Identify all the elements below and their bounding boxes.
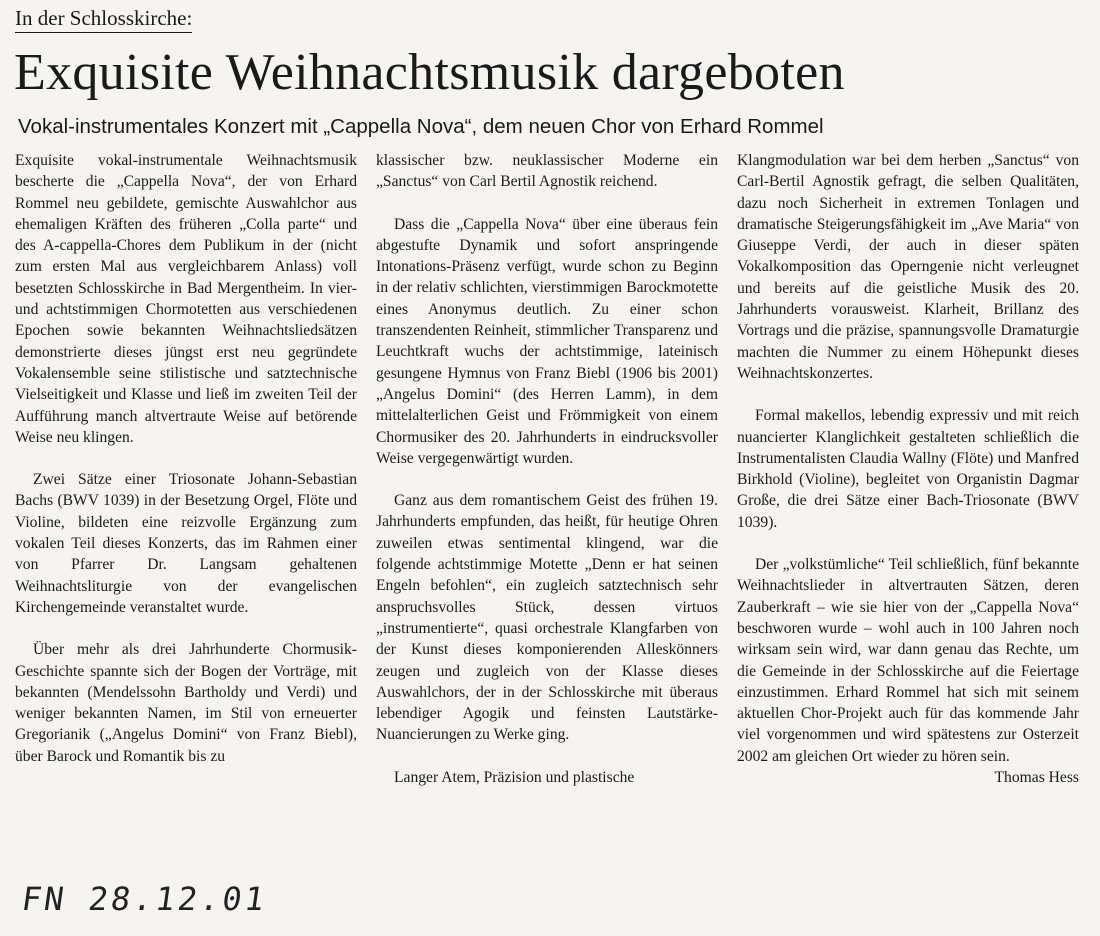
article-headline: Exquisite Weihnachtsmusik dargeboten: [14, 44, 845, 101]
paragraph: klassischer bzw. neuklassischer Moderne ein „Sanctus“ von Carl Bertil Agnostik reichend.: [376, 152, 718, 191]
paragraph: Formal makellos, lebendig expressiv und mit reich nuancierter Klanglichkeit gestalteten schließlich die Instrumentalisten Claudia Wallny (Flöte) und Manfred Birkhold (Violine), begleitet von Organistin Dagmar Große, die drei Sätze einer Bach-Triosonate (BWV 1039).: [737, 407, 1079, 531]
article-column-1: [15, 150, 357, 788]
article-column-3: [737, 150, 1079, 788]
paragraph: Zwei Sätze einer Triosonate Johann-Sebastian Bachs (BWV 1039) in der Besetzung Orgel, Flöte und Violine, bildeten eine reizvolle Ergänzung zum vokalen Teil dieses Konzerts, das im Rahmen einer von Pfarrer Dr. Langsam gehaltenen Weihnachtsliturgie von der evangelischen Kirchengemeinde veranstaltet wurde.: [15, 471, 357, 616]
paragraph: Langer Atem, Präzision und plastische: [394, 768, 635, 786]
paragraph: Über mehr als drei Jahrhunderte Chormusik-Geschichte spannte sich der Bogen der Vorträge, mit bekannten (Mendelssohn Bartholdy und Verdi) und weniger bekannten Namen, im Stil von erneuerter Gregorianik („Angelus Domini“ von Franz Biebl), über Barock und Romantik bis zu: [15, 641, 357, 765]
article-subheadline: Vokal-instrumentales Konzert mit „Cappella Nova“, dem neuen Chor von Erhard Rommel: [18, 115, 824, 138]
paragraph: Klangmodulation war bei dem herben „Sanctus“ von Carl-Bertil Agnostik gefragt, die selben Qualitäten, dazu noch Sicherheit in extremen Tonlagen und dramatische Steigerungsfähigkeit im „Ave Maria“ von Giuseppe Verdi, der auch in dieser späten Vokalkomposition das Operngenie nicht verleugnet und bereits auf die geistliche Musik des 20. Jahrhunderts vorausweist. Klarheit, Brillanz des Vortrags und die präzise, spannungsvolle Dramaturgie machten die Nummer zu einem Höhepunkt dieses Weihnachtskonzertes.: [737, 152, 1079, 382]
handwritten-date-note: FN 28.12.01: [19, 880, 270, 918]
paragraph: Ganz aus dem romantischem Geist des frühen 19. Jahrhunderts empfunden, das heißt, für heutige Ohren zuweilen etwas sentimental klingend, war die folgende achtstimmige Motette „Denn er hat seinen Engeln befohlen“, ein zugleich satztechnisch sehr anspruchsvolles Stück, dessen virtuos „instrumentierte“, quasi orchestrale Klangfarben von der Kunst dieses komponierenden Alleskönners zeugen und zugleich von der Klasse dieses Auswahlchors, der in der Schlosskirche mit überaus lebendiger Agogik und feinsten Lautstärke-Nuancierungen zu Werke ging.: [376, 492, 718, 744]
paragraph-final: [737, 554, 1079, 787]
paragraph: Exquisite vokal-instrumentale Weihnachtsmusik bescherte die „Cappella Nova“, der von Erhard Rommel neu gebildete, gemischte Auswahlchor aus ehemaligen Kräften des früheren „Colla parte“ und des A-cappella-Chores dem Publikum in der (nicht zum ersten Mal aus vergleichbarem Anlass) voll besetzten Schlosskirche in Bad Mergentheim. In vier- und achtstimmigen Chormotetten aus verschiedenen Epochen sowie bekannten Weihnachtsliedsätzen demonstrierte dieses jüngst erst neu gegründete Vokalensemble seine stilistische und satztechnische Vielseitigkeit und Klasse und ließ im zweiten Teil der Aufführung manch altvertraute Weise auf betörende Weise neu klingen.: [15, 152, 357, 446]
paragraph: Dass die „Cappella Nova“ über eine überaus fein abgestufte Dynamik und sofort anspringende Intonations-Präsenz verfügt, wurde schon zu Beginn in der relativ schlichten, vierstimmigen Barockmotette eines Anonymus deutlich. Zu einer schon transzendenten Reinheit, stimmlicher Transparenz und Leuchtkraft wuchs der achtstimmige, lateinisch gesungene Hymnus von Franz Biebl (1906 bis 2001) „Angelus Domini“ (des Herren Lamm), in dem mittelalterlichen Geist und Frömmigkeit von einem Chormusiker des 20. Jahrhunderts in eindrucksvoller Weise vergegenwärtigt wurden.: [376, 215, 718, 467]
article-column-2: [376, 150, 718, 809]
author-byline: Thomas Hess: [994, 769, 1079, 787]
paragraph-text: Der „volkstümliche“ Teil schließlich, fünf bekannte Weihnachtslieder in altvertrauten Sätzen, deren Zauberkraft – wie sie hier von der „Cappella Nova“ beschworen wurde – wohl auch in 100 Jahren noch wirksam sein wird, war dann genau das Rechte, um die Gemeinde in der Schlosskirche auf die Feiertage einzustimmen. Erhard Rommel hat sich mit seinem aktuellen Chor-Projekt auch für das kommende Jahr viel vorgenommen und wird spätestens zur Osterzeit 2002 am gleichen Ort wieder zu hören sein.: [737, 556, 1079, 765]
article-kicker: In der Schlosskirche:: [15, 4, 192, 33]
